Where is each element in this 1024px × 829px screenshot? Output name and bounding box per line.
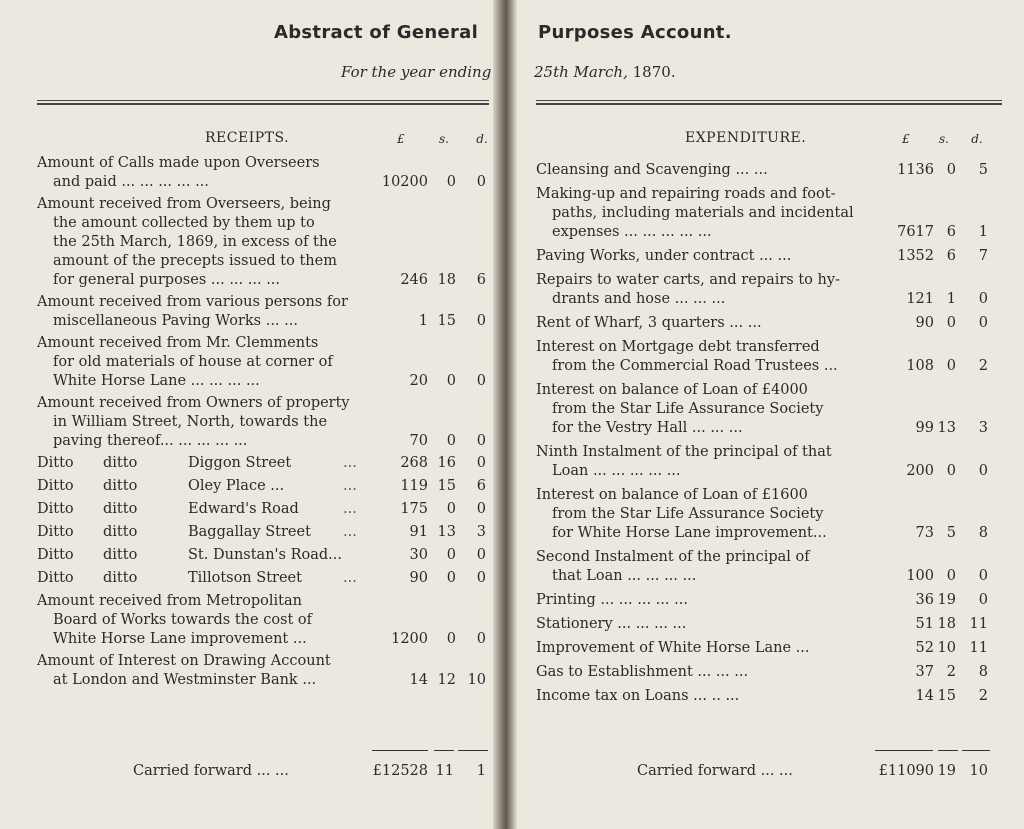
header-rule-left bbox=[37, 100, 489, 105]
expenditure-line: that Loan ... ... ... ... bbox=[552, 568, 697, 584]
sum-rule-l-right bbox=[875, 750, 933, 751]
subtitle-right bbox=[534, 63, 676, 81]
carried-forward-shillings-right: 19 bbox=[937, 763, 956, 779]
receipt-amount-pounds: 10200 bbox=[381, 174, 428, 190]
expenditure-amount-pounds: 100 bbox=[906, 568, 934, 584]
expenditure-amount-shillings: 19 bbox=[937, 592, 956, 608]
ditto-cell: Ditto bbox=[37, 570, 74, 586]
col-pence-right: d. bbox=[971, 132, 983, 146]
title-left: Abstract of General bbox=[274, 22, 479, 43]
ditto-cell: Ditto bbox=[37, 547, 74, 563]
expenditure-line: expenses ... ... ... ... ... bbox=[552, 224, 712, 240]
receipt-line: White Horse Lane ... ... ... ... bbox=[53, 373, 260, 389]
expenditure-line: drants and hose ... ... ... bbox=[552, 291, 726, 307]
expenditure-amount-shillings: 10 bbox=[937, 640, 956, 656]
col-pounds-left: £ bbox=[397, 132, 405, 146]
expenditure-amount-shillings: 5 bbox=[946, 525, 956, 541]
subtitle-right-year: 1870. bbox=[632, 63, 676, 81]
expenditure-amount-pence: 3 bbox=[978, 420, 988, 436]
receipt-amount-pounds: 30 bbox=[409, 547, 428, 563]
sum-rule-s bbox=[434, 750, 454, 751]
ditto-cell: ditto bbox=[103, 547, 138, 563]
expenditure-amount-shillings: 0 bbox=[946, 463, 956, 479]
expenditure-line: Paving Works, under contract ... ... bbox=[536, 248, 792, 264]
expenditure-amount-pounds: 52 bbox=[915, 640, 934, 656]
receipt-line: the 25th March, 1869, in excess of the bbox=[53, 234, 337, 250]
ditto-cell: ditto bbox=[103, 478, 138, 494]
ditto-cell: ditto bbox=[103, 501, 138, 517]
receipt-line: the amount collected by them up to bbox=[53, 215, 315, 231]
receipt-amount-pounds: 20 bbox=[409, 373, 428, 389]
expenditure-amount-pence: 0 bbox=[978, 592, 988, 608]
expenditure-amount-pounds: 14 bbox=[915, 688, 934, 704]
book-gutter bbox=[493, 0, 517, 829]
expenditure-amount-shillings: 2 bbox=[946, 664, 956, 680]
ditto-cell: Ditto bbox=[37, 501, 74, 517]
expenditure-amount-shillings: 0 bbox=[946, 358, 956, 374]
street-name: Baggallay Street bbox=[188, 524, 311, 540]
expenditure-line: from the Star Life Assurance Society bbox=[552, 401, 824, 417]
leader-dots: ... bbox=[343, 478, 357, 494]
col-pence-left: d. bbox=[476, 132, 488, 146]
receipt-line: miscellaneous Paving Works ... ... bbox=[53, 313, 298, 329]
receipt-amount-pounds: 119 bbox=[400, 478, 428, 494]
receipt-amount-pence: 0 bbox=[476, 455, 486, 471]
leader-dots: ... bbox=[343, 524, 357, 540]
expenditure-amount-shillings: 6 bbox=[946, 248, 956, 264]
expenditure-amount-pence: 11 bbox=[969, 616, 988, 632]
ditto-cell: ditto bbox=[103, 570, 138, 586]
receipt-amount-shillings: 0 bbox=[446, 501, 456, 517]
expenditure-amount-pence: 8 bbox=[978, 525, 988, 541]
receipt-amount-pence: 10 bbox=[467, 672, 486, 688]
col-shillings-left: s. bbox=[439, 132, 449, 146]
expenditure-line: paths, including materials and incidental bbox=[552, 205, 854, 221]
subtitle-left: For the year ending bbox=[341, 63, 492, 81]
subtitle-right-date: 25th March, bbox=[534, 63, 628, 81]
receipt-line: Amount of Calls made upon Overseers bbox=[37, 155, 320, 171]
receipt-amount-pence: 3 bbox=[476, 524, 486, 540]
col-pounds-right: £ bbox=[902, 132, 910, 146]
expenditure-amount-pounds: 37 bbox=[915, 664, 934, 680]
receipt-line: paving thereof... ... ... ... ... bbox=[53, 433, 248, 449]
leader-dots: ... bbox=[343, 501, 357, 517]
receipt-amount-pence: 0 bbox=[476, 570, 486, 586]
receipt-amount-pence: 0 bbox=[476, 547, 486, 563]
col-shillings-right: s. bbox=[939, 132, 949, 146]
right-page bbox=[512, 0, 1024, 829]
expenditure-amount-shillings: 18 bbox=[937, 616, 956, 632]
expenditure-line: Stationery ... ... ... ... bbox=[536, 616, 687, 632]
sum-rule-d-right bbox=[962, 750, 990, 751]
receipt-line: and paid ... ... ... ... ... bbox=[53, 174, 209, 190]
expenditure-amount-shillings: 13 bbox=[937, 420, 956, 436]
receipts-heading: RECEIPTS. bbox=[205, 130, 290, 146]
expenditure-line: Ninth Instalment of the principal of that bbox=[536, 444, 832, 460]
expenditure-line: from the Star Life Assurance Society bbox=[552, 506, 824, 522]
expenditure-amount-pounds: 108 bbox=[906, 358, 934, 374]
receipt-line: at London and Westminster Bank ... bbox=[53, 672, 317, 688]
ditto-cell: Ditto bbox=[37, 478, 74, 494]
receipt-amount-shillings: 0 bbox=[446, 631, 456, 647]
expenditure-amount-shillings: 15 bbox=[937, 688, 956, 704]
expenditure-amount-pence: 2 bbox=[978, 358, 988, 374]
receipt-amount-shillings: 0 bbox=[446, 174, 456, 190]
street-name: Diggon Street bbox=[188, 455, 292, 471]
expenditure-amount-shillings: 1 bbox=[946, 291, 956, 307]
receipt-line: in William Street, North, towards the bbox=[53, 414, 328, 430]
receipt-amount-shillings: 0 bbox=[446, 570, 456, 586]
receipt-amount-pounds: 1 bbox=[418, 313, 428, 329]
expenditure-amount-pence: 0 bbox=[978, 568, 988, 584]
leader-dots: ... bbox=[343, 455, 357, 471]
expenditure-amount-pence: 5 bbox=[978, 162, 988, 178]
receipt-amount-pence: 6 bbox=[476, 272, 486, 288]
receipt-amount-pence: 0 bbox=[476, 313, 486, 329]
expenditure-line: for the Vestry Hall ... ... ... bbox=[552, 420, 743, 436]
receipt-amount-pence: 0 bbox=[476, 373, 486, 389]
ditto-cell: ditto bbox=[103, 524, 138, 540]
expenditure-line: from the Commercial Road Trustees ... bbox=[552, 358, 838, 374]
expenditure-line: Second Instalment of the principal of bbox=[536, 549, 810, 565]
expenditure-line: Interest on balance of Loan of £1600 bbox=[536, 487, 808, 503]
receipt-amount-pounds: 1200 bbox=[391, 631, 428, 647]
ditto-cell: ditto bbox=[103, 455, 138, 471]
receipt-amount-pounds: 246 bbox=[400, 272, 428, 288]
expenditure-heading: EXPENDITURE. bbox=[685, 130, 807, 146]
receipt-amount-pounds: 268 bbox=[400, 455, 428, 471]
expenditure-line: Loan ... ... ... ... ... bbox=[552, 463, 681, 479]
receipt-line: Amount received from Metropolitan bbox=[37, 593, 302, 609]
expenditure-amount-pounds: 51 bbox=[915, 616, 934, 632]
receipt-line: Amount of Interest on Drawing Account bbox=[37, 653, 331, 669]
expenditure-amount-pounds: 36 bbox=[915, 592, 934, 608]
expenditure-amount-pence: 7 bbox=[978, 248, 988, 264]
receipt-line: for general purposes ... ... ... ... bbox=[53, 272, 281, 288]
expenditure-line: Printing ... ... ... ... ... bbox=[536, 592, 688, 608]
expenditure-amount-shillings: 0 bbox=[946, 315, 956, 331]
sum-rule-s-right bbox=[938, 750, 958, 751]
receipt-line: Board of Works towards the cost of bbox=[53, 612, 313, 628]
receipt-line: White Horse Lane improvement ... bbox=[53, 631, 307, 647]
expenditure-amount-pounds: 99 bbox=[915, 420, 934, 436]
header-rule-right bbox=[536, 100, 1002, 105]
expenditure-amount-pounds: 1136 bbox=[897, 162, 934, 178]
receipt-amount-shillings: 13 bbox=[437, 524, 456, 540]
expenditure-amount-pounds: 7617 bbox=[897, 224, 934, 240]
expenditure-line: Gas to Establishment ... ... ... bbox=[536, 664, 749, 680]
receipt-line: for old materials of house at corner of bbox=[53, 354, 333, 370]
carried-forward-label-left: Carried forward ... ... bbox=[133, 763, 289, 779]
ditto-cell: Ditto bbox=[37, 524, 74, 540]
receipt-amount-shillings: 0 bbox=[446, 373, 456, 389]
receipt-line: Amount received from Overseers, being bbox=[37, 196, 331, 212]
receipt-amount-pence: 0 bbox=[476, 631, 486, 647]
title-right: Purposes Account. bbox=[538, 22, 732, 43]
expenditure-line: Repairs to water carts, and repairs to hy- bbox=[536, 272, 840, 288]
receipt-amount-pence: 0 bbox=[476, 433, 486, 449]
receipt-amount-shillings: 16 bbox=[437, 455, 456, 471]
expenditure-amount-shillings: 6 bbox=[946, 224, 956, 240]
expenditure-amount-pence: 0 bbox=[978, 463, 988, 479]
street-name: Tillotson Street bbox=[188, 570, 302, 586]
receipt-amount-pounds: 14 bbox=[409, 672, 428, 688]
expenditure-amount-pence: 2 bbox=[978, 688, 988, 704]
receipt-amount-shillings: 0 bbox=[446, 547, 456, 563]
expenditure-line: Income tax on Loans ... .. ... bbox=[536, 688, 740, 704]
expenditure-amount-pounds: 121 bbox=[906, 291, 934, 307]
receipt-amount-pence: 0 bbox=[476, 174, 486, 190]
expenditure-line: Making-up and repairing roads and foot- bbox=[536, 186, 836, 202]
receipt-line: Amount received from Owners of property bbox=[37, 395, 350, 411]
receipt-amount-shillings: 15 bbox=[437, 478, 456, 494]
receipt-line: Amount received from Mr. Clemments bbox=[37, 335, 319, 351]
receipt-amount-shillings: 18 bbox=[437, 272, 456, 288]
receipt-line: amount of the precepts issued to them bbox=[53, 253, 337, 269]
receipt-amount-pounds: 175 bbox=[400, 501, 428, 517]
sum-rule-d bbox=[458, 750, 488, 751]
street-name: Edward's Road bbox=[188, 501, 299, 517]
receipt-amount-pounds: 70 bbox=[409, 433, 428, 449]
receipt-line: Amount received from various persons for bbox=[37, 294, 348, 310]
receipt-amount-pence: 6 bbox=[476, 478, 486, 494]
receipt-amount-shillings: 15 bbox=[437, 313, 456, 329]
expenditure-amount-pounds: 200 bbox=[906, 463, 934, 479]
receipt-amount-shillings: 0 bbox=[446, 433, 456, 449]
expenditure-amount-pounds: 73 bbox=[915, 525, 934, 541]
expenditure-amount-pounds: 90 bbox=[915, 315, 934, 331]
street-name: St. Dunstan's Road... bbox=[188, 547, 342, 563]
receipt-amount-pounds: 90 bbox=[409, 570, 428, 586]
expenditure-amount-pence: 0 bbox=[978, 315, 988, 331]
expenditure-line: Improvement of White Horse Lane ... bbox=[536, 640, 810, 656]
expenditure-amount-shillings: 0 bbox=[946, 162, 956, 178]
expenditure-line: Rent of Wharf, 3 quarters ... ... bbox=[536, 315, 762, 331]
expenditure-line: Interest on balance of Loan of £4000 bbox=[536, 382, 808, 398]
street-name: Oley Place ... bbox=[188, 478, 285, 494]
expenditure-amount-pence: 11 bbox=[969, 640, 988, 656]
carried-forward-shillings-left: 11 bbox=[435, 763, 454, 779]
receipt-amount-pounds: 91 bbox=[409, 524, 428, 540]
expenditure-amount-pence: 1 bbox=[978, 224, 988, 240]
left-page bbox=[0, 0, 500, 829]
expenditure-amount-pence: 0 bbox=[978, 291, 988, 307]
expenditure-amount-pounds: 1352 bbox=[897, 248, 934, 264]
ditto-cell: Ditto bbox=[37, 455, 74, 471]
carried-forward-pounds-left: £12528 bbox=[372, 763, 428, 779]
carried-forward-pounds-right: £11090 bbox=[878, 763, 934, 779]
expenditure-line: Interest on Mortgage debt transferred bbox=[536, 339, 820, 355]
receipt-amount-shillings: 12 bbox=[437, 672, 456, 688]
leader-dots: ... bbox=[343, 570, 357, 586]
receipt-amount-pence: 0 bbox=[476, 501, 486, 517]
expenditure-line: Cleansing and Scavenging ... ... bbox=[536, 162, 768, 178]
carried-forward-pence-right: 10 bbox=[969, 763, 988, 779]
expenditure-amount-shillings: 0 bbox=[946, 568, 956, 584]
carried-forward-label-right: Carried forward ... ... bbox=[637, 763, 793, 779]
sum-rule-l bbox=[372, 750, 428, 751]
expenditure-line: for White Horse Lane improvement... bbox=[552, 525, 827, 541]
expenditure-amount-pence: 8 bbox=[978, 664, 988, 680]
carried-forward-pence-left: 1 bbox=[476, 763, 486, 779]
